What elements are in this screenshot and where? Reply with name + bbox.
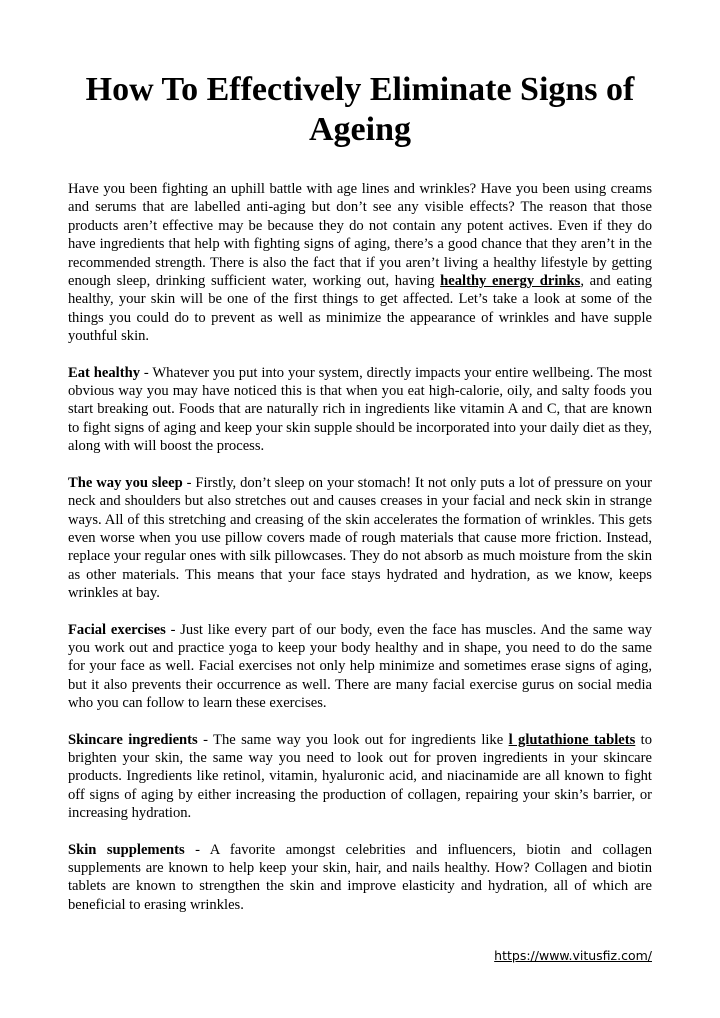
footer-url-link[interactable]: https://www.vitusfiz.com/ (494, 948, 652, 963)
supplements-text: - A favorite amongst celebrities and influencers, biotin and collagen supplements are known to help keep your skin, hair, and nails healthy. How? Collagen and biotin tablets are known to strengthen the skin and improve elasticity and hydration, all of which are beneficial to erasing wrinkles. (68, 841, 652, 913)
facial-exercises-paragraph (68, 621, 652, 713)
eat-healthy-text: - Whatever you put into your system, directly impacts your entire wellbeing. The most obvious way you may have noticed this is that when you eat high-calorie, oily, and salty foods you start breaking out. Foods that are naturally rich in ingredients like vitamin A and C, that are known to fight signs of aging and keep your skin supple should be incorporated into your daily diet as they, along with will boost the process. (68, 364, 652, 455)
supplements-paragraph (68, 841, 652, 915)
glutathione-tablets-link[interactable]: l glutathione tablets (508, 731, 636, 748)
eat-healthy-paragraph (68, 364, 652, 456)
eat-healthy-heading: Eat healthy (68, 364, 141, 381)
intro-text-start: Have you been fighting an uphill battle with age lines and wrinkles? Have you been using creams and serums that are labelled anti-aging but don’t see any visible effects? The reason that those products aren’t effective may be because they do not contain any potent actives. Even if they do have ingredients that help with fighting signs of aging, there’s a good chance that they aren’t in the recommended strength. There is also the fact that if you aren’t living a healthy lifestyle by getting enough sleep, drinking sufficient water, working out, having (68, 181, 652, 290)
skincare-heading: Skincare ingredients (68, 731, 198, 748)
sleep-paragraph (68, 474, 652, 603)
intro-paragraph (68, 180, 652, 346)
skincare-text-end: to brighten your skin, the same way you need to look out for proven ingredients in your skincare products. Ingredients like retinol, vitamin, hyaluronic acid, and niacinamide are all known to fight off signs of aging by either increasing the production of collagen, repairing your skin’s barrier, or increasing hydration. (68, 731, 653, 822)
skincare-text-start: - The same way you look out for ingredients like (197, 731, 509, 748)
healthy-energy-drinks-link[interactable]: healthy energy drinks (440, 273, 581, 290)
skincare-paragraph (68, 731, 652, 823)
intro-text-end: , and eating healthy, your skin will be one of the first things to get affected. Let’s take a look at some of the things you could do to prevent as well as minimize the appearance of wrinkles and have supple youthful skin. (68, 273, 652, 345)
article-body (68, 180, 652, 932)
supplements-heading: Skin supplements (68, 841, 185, 858)
facial-exercises-heading: Facial exercises (68, 621, 166, 638)
sleep-text: - Firstly, don’t sleep on your stomach! It not only puts a lot of pressure on your neck and shoulders but also stretches out and causes creases in your facial and neck skin in strange ways. All of this stretching and creasing of the skin accelerates the formation of wrinkles. This gets even worse when you use pillow covers made of rough materials that cause more friction. Instead, replace your regular ones with silk pillowcases. They do not absorb as much moisture from the skin as other materials. This means that your face stays hydrated and hydration, as we know, keeps wrinkles at bay. (68, 474, 652, 602)
facial-exercises-text: - Just like every part of our body, even the face has muscles. And the same way you work out and practice yoga to keep your body healthy and in shape, you need to do the same for your face as well. Facial exercises not only help minimize and sometimes erase signs of aging, but it also prevents their occurrence as well. There are many facial exercise gurus on social media who you can follow to learn these exercises. (68, 621, 652, 712)
page-title: How To Effectively Eliminate Signs of Ageing (85, 71, 635, 148)
sleep-heading: The way you sleep (68, 474, 183, 491)
